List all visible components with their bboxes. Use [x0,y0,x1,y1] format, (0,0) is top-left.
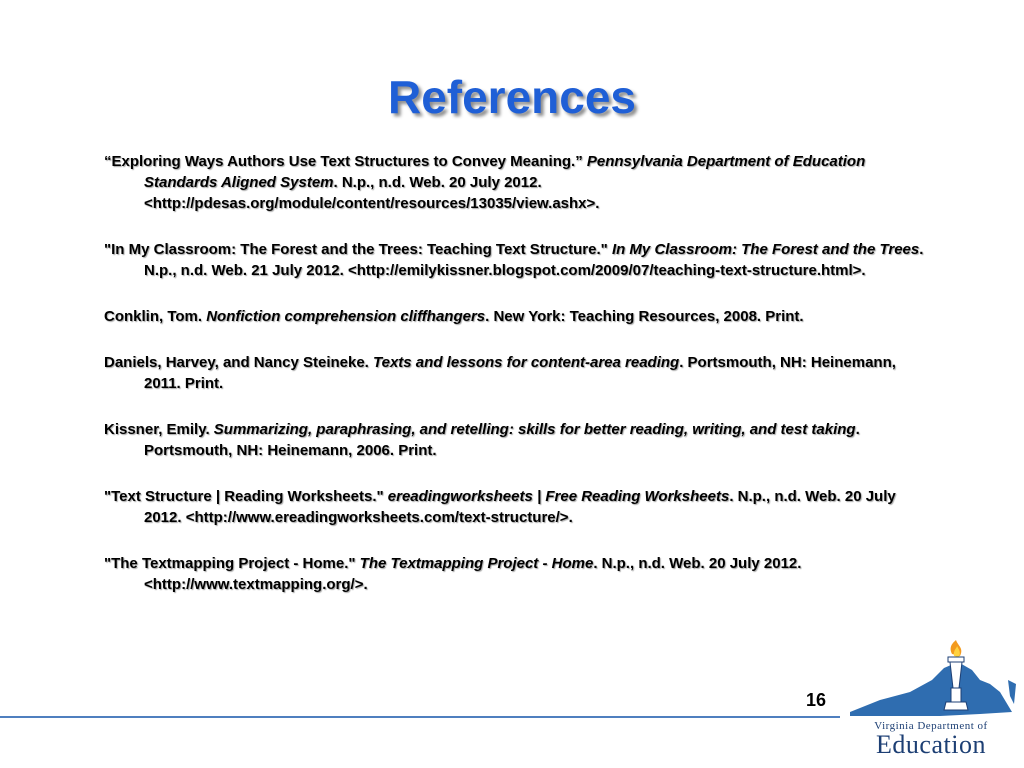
reference-item [104,553,934,595]
reference-item [104,419,934,461]
reference-list [104,151,934,620]
reference-details: . Portsmouth, NH: Heinemann, 2011. Print. [144,354,896,392]
reference-source: Kissner, Emily. [104,421,214,438]
reference-item [104,486,934,528]
footer-divider [0,716,840,718]
reference-item [104,306,934,327]
reference-title: Summarizing, paraphrasing, and retelling: skills for better reading, writing, and test taking [213,421,856,438]
reference-title: The Textmapping Project - Home [359,555,594,572]
reference-title: In My Classroom: The Forest and the Trees [611,241,920,258]
virginia-map-shape [850,662,1012,716]
reference-details: . N.p., n.d. Web. 21 July 2012. <http://emilykissner.blogspot.com/2009/07/teaching-text-structure.html>. [144,241,924,279]
reference-details: . N.p., n.d. Web. 20 July 2012. <http://www.ereadingworksheets.com/text-structure/>. [144,488,896,526]
reference-source: Daniels, Harvey, and Nancy Steineke. [104,354,374,371]
logo-subtitle: Virginia Department of [874,720,988,732]
slide-title: References [387,71,637,123]
reference-source: Conklin, Tom. [104,308,207,325]
reference-title: Nonfiction comprehension cliffhangers [206,308,486,325]
reference-title: ereadingworksheets | Free Reading Worksheets [387,488,730,505]
reference-title: Texts and lessons for content-area reading [373,354,680,371]
reference-item [104,352,934,394]
reference-item [104,151,934,214]
reference-source: "The Textmapping Project - Home." [104,555,360,572]
reference-source: "In My Classroom: The Forest and the Trees: Teaching Text Structure." [104,241,612,258]
reference-title: Pennsylvania Department of Education Standards Aligned System [144,153,866,191]
reference-details: . New York: Teaching Resources, 2008. Print. [485,308,804,325]
reference-details: . Portsmouth, NH: Heinemann, 2006. Print. [144,421,860,459]
reference-source: “Exploring Ways Authors Use Text Structures to Convey Meaning.” [104,153,587,170]
reference-details: . N.p., n.d. Web. 20 July 2012. <http://pdesas.org/module/content/resources/13035/view.ashx>. [144,174,600,212]
reference-source: "Text Structure | Reading Worksheets." [104,488,388,505]
reference-details: . N.p., n.d. Web. 20 July 2012. <http://www.textmapping.org/>. [144,555,802,593]
logo-title: Education [876,730,986,759]
page-number: 16 [806,690,827,710]
reference-item [104,239,934,281]
